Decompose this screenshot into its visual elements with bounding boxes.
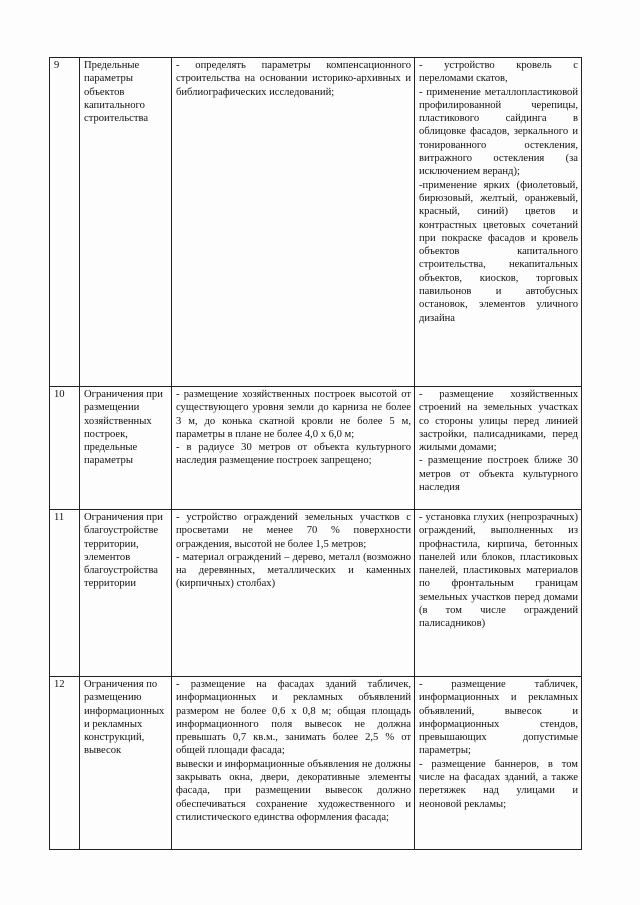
prohibited-cell — [415, 510, 582, 677]
permitted-paragraph: - в радиусе 30 метров от объекта культурного наследия размещение построек запрещено; — [176, 442, 411, 467]
permitted-paragraph: - определять параметры компенсационного строительства на основании историко-архивных и библиографических исследований; — [176, 60, 411, 98]
regulations-table — [49, 57, 582, 850]
prohibited-paragraph: - установка глухих (непрозрачных) ограждений, выполненных из профнастила, кирпича, бетонных панелей или блоков, пластиковых панелей, пластиковых материалов по фронтальным границам земельных участков перед домами (в том числе ограждений палисадников) — [419, 512, 578, 630]
prohibited-cell — [415, 58, 582, 387]
row-number: 12 — [50, 677, 80, 850]
row-number: 9 — [50, 58, 80, 387]
permitted-cell — [172, 387, 415, 510]
prohibited-cell — [415, 387, 582, 510]
prohibited-paragraph: - устройство кровель с переломами скатов, — [419, 60, 578, 85]
permitted-paragraph: - размещение на фасадах зданий табличек, информационных и рекламных объявлений размером не более 0,6 х 0,8 м; общая площадь информационного поля вывесок не должна превышать 0,7 кв.м., занимать более 2,5 % от общей площади фасада; — [176, 679, 411, 757]
prohibited-paragraph: - размещение хозяйственных строений на земельных участках со стороны улицы перед линией застройки, палисадниками, перед жилыми домами; — [419, 389, 578, 454]
row-title: Ограничения при благоустройстве территории, элементов благоустройства территории — [80, 510, 172, 677]
permitted-cell — [172, 58, 415, 387]
row-title: Предельные параметры объектов капитального строительства — [80, 58, 172, 387]
permitted-paragraph: - материал ограждений – дерево, металл (возможно на деревянных, металлических и каменных (кирпичных) столбах) — [176, 551, 411, 590]
prohibited-paragraph: - размещение табличек, информационных и рекламных объявлений, вывесок и информационных стендов, превышающих допустимые параметры; — [419, 679, 578, 757]
row-number: 11 — [50, 510, 80, 677]
prohibited-paragraph: - размещение построек ближе 30 метров от объекта культурного наследия — [419, 455, 578, 494]
prohibited-paragraph: - размещение баннеров, в том числе на фасадах зданий, а также перетяжек над улицами и неоновой рекламы; — [419, 758, 578, 810]
permitted-paragraph: - устройство ограждений земельных участков с просветами не менее 70 % поверхности ограждения, высотой не более 1,5 метров; — [176, 512, 411, 550]
table-row — [50, 677, 582, 850]
row-title: Ограничения по размещению информационных и рекламных конструкций, вывесок — [80, 677, 172, 850]
permitted-cell — [172, 510, 415, 677]
table-row — [50, 387, 582, 510]
row-title: Ограничения при размещении хозяйственных построек, предельные параметры — [80, 387, 172, 510]
row-number: 10 — [50, 387, 80, 510]
prohibited-cell — [415, 677, 582, 850]
permitted-paragraph: - размещение хозяйственных построек высотой от существующего уровня земли до карниза не более 3 м, до конька скатной кровли не более 5 м, параметры в плане не более 4,0 х 6,0 м; — [176, 389, 411, 440]
prohibited-paragraph: - применение металлопластиковой профилированной черепицы, пластикового сайдинга в облицовке фасадов, зеркального и тонированного остекления, витражного остекления (за исключением веранд); — [419, 86, 578, 178]
permitted-paragraph: вывески и информационные объявления не должны закрывать окна, двери, декоративные элементы фасада, при размещении вывесок должно обеспечиваться сохранение художественного и стилистического единства оформления фасада; — [176, 758, 411, 823]
prohibited-paragraph: -применение ярких (фиолетовый, бирюзовый, желтый, оранжевый, красный, синий) цветов и контрастных цветовых сочетаний при покраске фасадов и кровель объектов капитального строительства, некапитальных объектов, киосков, торговых павильонов и автобусных остановок, элементов уличного дизайна — [419, 179, 578, 324]
permitted-cell — [172, 677, 415, 850]
table-row — [50, 58, 582, 387]
table-row — [50, 510, 582, 677]
